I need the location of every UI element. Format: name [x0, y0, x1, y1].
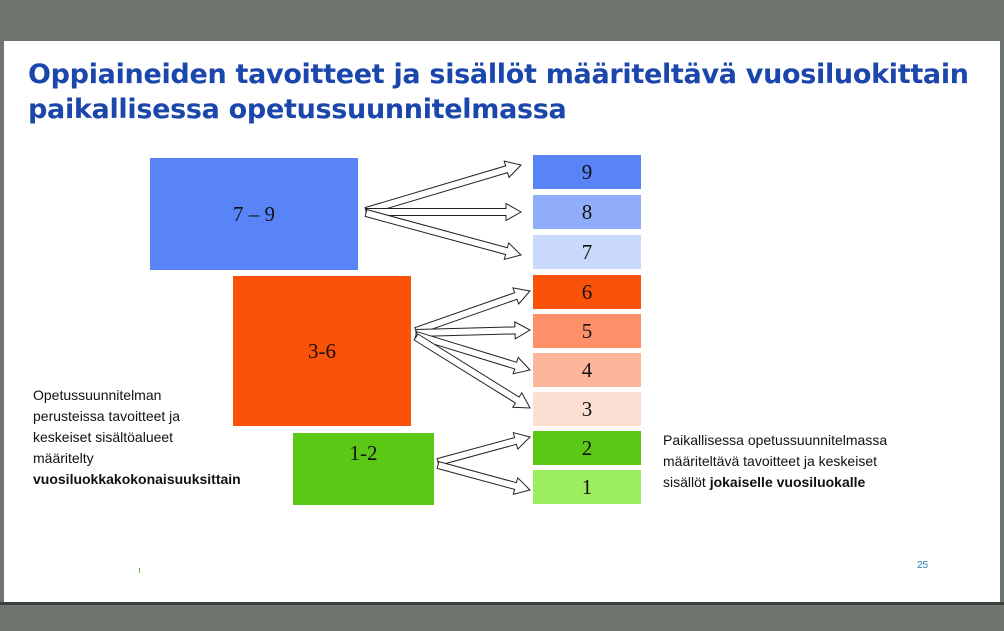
grade-5	[533, 314, 641, 348]
left-note-line-2: perusteissa tavoitteet ja	[33, 408, 181, 424]
grade-6	[533, 275, 641, 309]
grade-4-label: 4	[581, 357, 593, 382]
left-note-line-3: keskeiset sisältöalueet	[33, 429, 174, 445]
grade-5-label: 5	[581, 318, 593, 343]
grade-9	[533, 155, 641, 189]
left-note-line-5: vuosiluokkakokonaisuuksittain	[33, 471, 241, 487]
right-note	[663, 430, 887, 493]
slide-mark	[139, 568, 140, 573]
grade-3-label: 3	[581, 396, 593, 421]
grade-4	[533, 353, 641, 387]
grade-6-label: 6	[581, 279, 593, 304]
grade-group-1-2	[293, 433, 434, 505]
grade-7-label: 7	[581, 239, 593, 264]
grade-2-label: 2	[581, 435, 593, 460]
left-note	[33, 385, 241, 490]
grade-group-7-9-label: 7 – 9	[233, 201, 275, 226]
grade-group-3-6	[233, 276, 411, 426]
arrow-to-grade-9	[365, 161, 521, 214]
arrow-to-grade-2	[437, 433, 530, 466]
grade-group-7-9	[150, 158, 358, 270]
arrows-layer	[4, 41, 1000, 602]
right-note-line-3: sisällöt jokaiselle vuosiluokalle	[663, 474, 866, 490]
grade-group-3-6-label: 3-6	[308, 338, 336, 363]
arrow-to-grade-4	[415, 332, 530, 374]
right-note-line-1: Paikallisessa opetussuunnitelmassa	[663, 432, 888, 448]
grade-9-label: 9	[581, 159, 593, 184]
page-number: 25	[917, 560, 929, 571]
grade-7	[533, 235, 641, 269]
arrow-to-grade-1	[437, 462, 530, 495]
left-note-line-1: Opetussuunnitelman	[33, 387, 162, 403]
grade-8	[533, 195, 641, 229]
grade-1	[533, 470, 641, 504]
right-note-line-2: määriteltävä tavoitteet ja keskeiset	[663, 453, 877, 469]
title-line-1: Oppiaineiden tavoitteet ja sisällöt määriteltävä vuosiluokittain	[28, 59, 969, 90]
grade-group-1-2-label: 1-2	[349, 441, 378, 465]
grade-1-label: 1	[581, 474, 593, 499]
left-note-line-4: määritelty	[33, 450, 94, 466]
title-line-2: paikallisessa opetussuunnitelmassa	[28, 94, 567, 125]
bottom-bar	[0, 602, 1004, 605]
arrow-to-grade-7	[365, 210, 521, 260]
slide	[4, 41, 1000, 602]
arrow-to-grade-3	[414, 334, 530, 408]
grade-8-label: 8	[581, 199, 593, 224]
grade-3	[533, 392, 641, 426]
grade-2	[533, 431, 641, 465]
